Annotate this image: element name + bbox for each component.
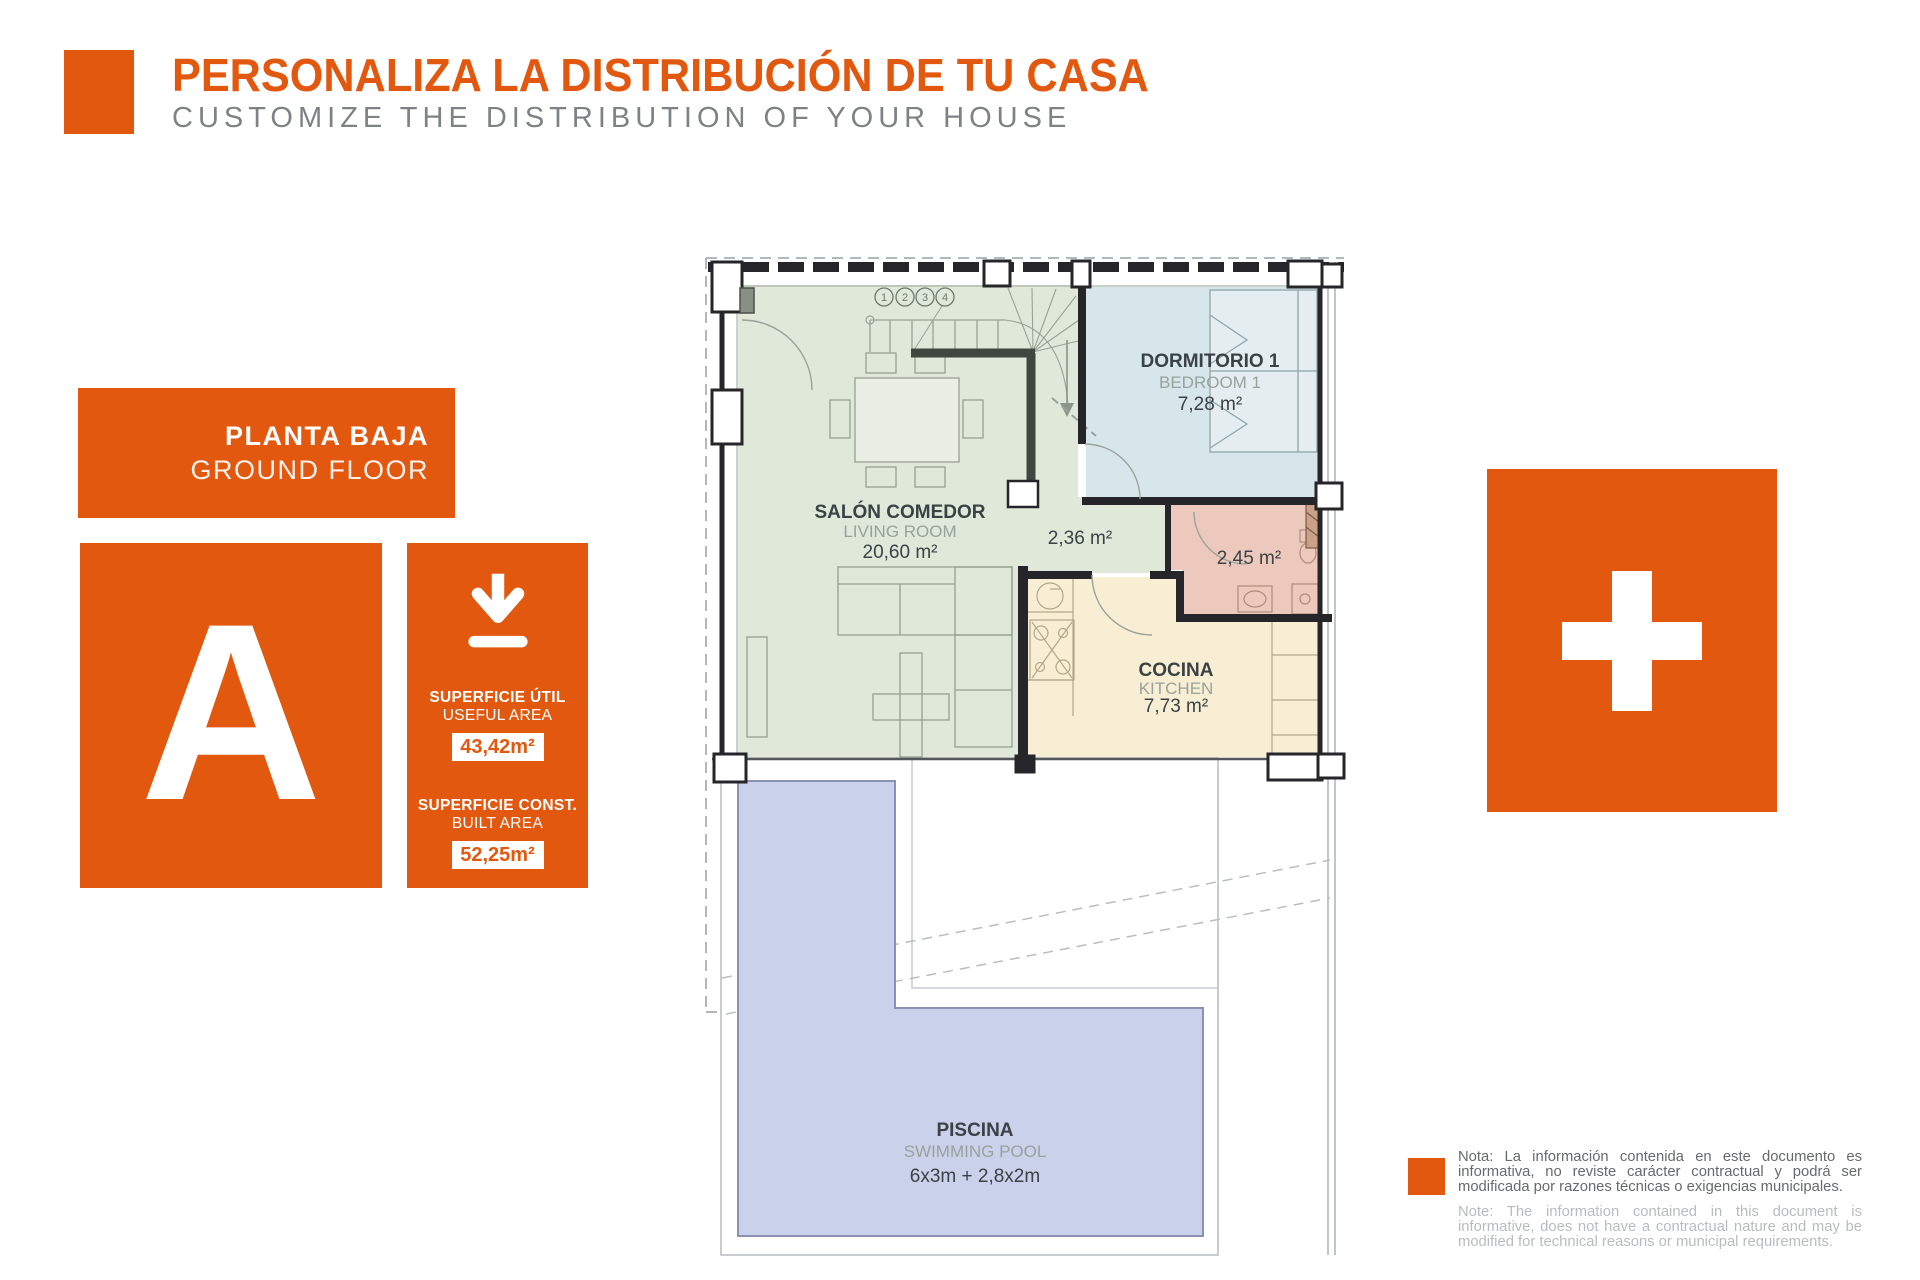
stair-number: 1 — [880, 292, 888, 304]
useful-area-label-es: SUPERFICIE ÚTIL — [429, 689, 566, 706]
pool-label-en: SWIMMING POOL — [903, 1142, 1047, 1161]
stair-number: 2 — [901, 292, 909, 304]
floor-name-en: GROUND FLOOR — [190, 454, 429, 485]
stair-number: 3 — [921, 292, 929, 304]
useful-area-value: 43,42m² — [452, 733, 544, 761]
note-text-es: Nota: La información contenida en este documento es informativa, no reviste carácter contractual y podrá ser modificada por razones técnicas o exigencias municipales. — [1458, 1149, 1862, 1196]
hall-area-value: 2,36 m² — [1047, 528, 1113, 549]
bath-area-value: 2,45 m² — [1216, 548, 1282, 569]
kitchen-label-en: KITCHEN — [1138, 679, 1214, 698]
model-letter: A — [140, 571, 322, 853]
bedroom-area-value: 7,28 m² — [1177, 394, 1243, 415]
stair-number: 4 — [941, 292, 949, 304]
page-subtitle: CUSTOMIZE THE DISTRIBUTION OF YOUR HOUSE — [172, 102, 1072, 134]
living-label-en: LIVING ROOM — [843, 522, 957, 541]
pool-size-value: 6x3m + 2,8x2m — [909, 1166, 1041, 1187]
built-area-value: 52,25m² — [452, 841, 544, 869]
kitchen-area-value: 7,73 m² — [1143, 696, 1209, 717]
living-area-value: 20,60 m² — [862, 542, 938, 563]
built-area-label-en: BUILT AREA — [451, 815, 544, 832]
living-label-es: SALÓN COMEDOR — [814, 502, 986, 523]
note-text-en: Note: The information contained in this document is informative, does not have a contractual nature and may be modified for technical reasons or municipal requirements. — [1458, 1203, 1862, 1251]
built-area-label-es: SUPERFICIE CONST. — [417, 797, 578, 814]
useful-area-label-en: USEFUL AREA — [442, 707, 553, 724]
page-title: PERSONALIZA LA DISTRIBUCIÓN DE TU CASA — [172, 49, 1149, 101]
pool-label-es: PISCINA — [936, 1120, 1014, 1141]
bedroom-label-en: BEDROOM 1 — [1158, 373, 1262, 392]
floor-name-es: PLANTA BAJA — [225, 420, 429, 451]
kitchen-label-es: COCINA — [1138, 660, 1214, 681]
bedroom-label-es: DORMITORIO 1 — [1140, 351, 1280, 372]
